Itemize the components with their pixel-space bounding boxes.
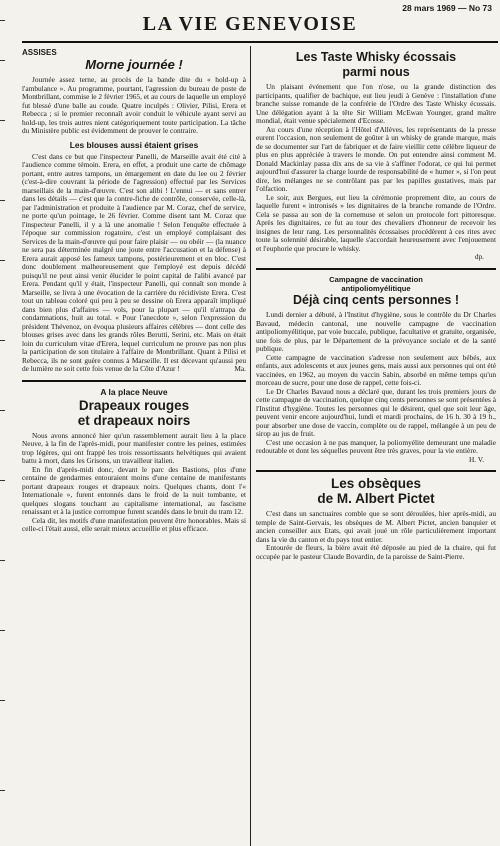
article-paragraph: C'est dans un sanctuaires comble que se sont déroulées, hier après-midi, au temple de Saint-Gervais, les obsèques de M. Albert Pictet, ancien banquier et ancien conseiller aux Etats, qui avait joué un rôle particulièrement important dans la vie du canton et du pays tout entier. <box>256 509 496 544</box>
article-paragraph: Le Dr Charles Bavaud nous a déclaré que, durant les trois premiers jours de cette campagne de vaccination, quelque cinq cents personnes se sont présentées à l'Institut d'hygiène. Toutes les personnes qui le désirent, quel que soit leur âge, peuvent venir encore aujourd'hui, lundi et mardi prochains, de 16 h. 30 à 19 h., pour absorber une dose de vaccin, complète ou de rappel, mélangée à un peu de sirop au jus de fruit. <box>256 386 496 438</box>
article-vaccination <box>256 268 496 465</box>
article-headline: Les obsèques de M. Albert Pictet <box>317 476 435 506</box>
article-whisky <box>256 46 496 262</box>
left-column <box>22 46 246 846</box>
article-kicker: ASSISES <box>22 48 57 57</box>
article-paragraph: Le soir, aux Bergues, eut lieu la cérémonie proprement dite, au cours de laquelle furent « intronisés » les dignitaires de la branche romande de l'Ordre. Cela se passa au son de la cornemuse et selon un protocole fort pittoresque. Après les dignitaires, ce fut au tour des chevaliers d'honneur de recevoir les insignes de leur rang. Les personnalités écossaises procédèrent à ces rites avec toute la solennité désirable, laquelle s'accordait heureusement avec l'enjouement et l'euphorie que procure le whisky. <box>256 192 496 253</box>
article-paragraph: Cette campagne de vaccination s'adresse non seulement aux bébés, aux enfants, aux adolescents et aux jeunes gens, mais aussi aux personnes qui ont été vaccinées, en 1962, au moyen du vaccin Sabin, absorbé en même temps qu'un morceau de sucre, pour une dose de rappel, cette fois-ci. <box>256 352 496 387</box>
article-signature: dp. <box>474 252 484 261</box>
article-kicker: A la place Neuve <box>100 386 168 397</box>
column-divider <box>250 46 251 846</box>
article-kicker: Campagne de vaccination antipoliomyélitique <box>329 274 423 293</box>
article-paragraph: Lundi dernier a débuté, à l'Institut d'hygiène, sous le contrôle du Dr Charles Bavaud, médecin cantonal, une nouvelle campagne de vaccination antipoliomyélitique, par voie buccale, publique, facultative et gratuite, organisée, une fois de plus, par le Département de la prévoyance sociale et de la santé publique. <box>256 310 496 353</box>
article-paragraph: Entourée de fleurs, la bière avait été déposée au pied de la chaire, qui fut occupée par le pasteur Claude Bovardin, de la paroisse de Saint-Pierre. <box>256 543 496 561</box>
article-paragraph: Au cours d'une réception à l'Hôtel d'Allèves, les représentants de la presse eurent l'occasion, non seulement de goûter à un whisky de grande marque, mais de se documenter sur l'art de fabriquer et de faire vieillir cette célèbre liqueur de plus en plus appréciée à travers le monde. On put entendre ainsi comment M. Donald Mackinlay passa dix ans de sa vie à s'affiner l'odorat, ce qui lui permet aujourd'hui d'assurer la charge lourde de responsabilité de « humer », si l'on peut dire, les mélanges ne se contrôlant pas par les papilles gustatives, mais par l'olfaction. <box>256 124 496 193</box>
article-headline: Morne journée ! <box>85 57 183 72</box>
article-paragraph: Nous avons annoncé hier qu'un rassemblement aurait lieu à la place Neuve, à la fin de l'après-midi, pour manifester contre les peines, estimées trop légères, qui ont frappé les trois ressortissants helvétiques qui avaient battu à mort, dans les Grisons, un travailleur italien. <box>22 430 246 465</box>
article-obseques <box>256 470 496 561</box>
article-headline: Drapeaux rouges et drapeaux noirs <box>77 397 191 428</box>
article-assises <box>22 48 246 374</box>
article-paragraph: Cela dit, les motifs d'une manifestation peuvent être honorables. Mais si celle-ci l'était aussi, elle serait mieux accueillie et plus efficace. <box>22 515 246 533</box>
article-headline: Les Taste Whisky écossais parmi nous <box>295 50 457 79</box>
article-paragraph: C'est une occasion à ne pas manquer, la poliomyélite demeurant une maladie redoutable et dont les séquelles peuvent être très graves, pour la vie entière. <box>256 437 496 455</box>
article-signature: H. V. <box>468 454 484 464</box>
article-paragraph: C'est dans ce but que l'inspecteur Panelli, de Marseille avait été cité à l'audience comme témoin. Erera, en effet, a produit une carte de chômage portant, entre autres tampons, un émargement en date du lee ou 2 février (c'est-à-dire couvrant la période de l'agression) effectué par les Services marseillais de la main-d'œuvre. C'est son alibi ! L'ennui — et sans entrer dans les détails — c'est que la contre-fiche de contrôle, conservée, celle-là, par l'administration et produite à l'audience par M. Coraz, chef de service, ne porte qu'un pointage, le 26 février. Comme disent tant M. Coraz que l'inspecteur Panelli, il y a là une anomalie ! Selon l'enquête effectuée à l'époque sur commission rogatoire, c'est un employé complaisant des Services de la main-d'œuvre qui pour faire plaisir — ou obéir — (la nuance ne sera pas déterminée malgré une joute entre l'accusation et la défense) à Erera aurait apposé les fameux tampons, postérieurement et en bloc. C'est donc doublement malheureusement que l'employé est depuis décédé puisqu'il ne peut ainsi venir élucider le point capital de l'alibi avancé par Erera. Pendant qu'il y était, l'inspecteur Panelli, qui connaît son monde à Marseille, se livra à une évocation de la carrière du récidiviste Erera. C'est tout un tableau coloré qui peu à peu se dessine où Erera apparaît impliqué dans bien plus d'affaires — vols, pour la plupart — qu'il n'attrapa de condamnations, huit au total. « Pour l'anecdote », selon l'expression du président Thévenoz, on évoqua plusieurs affaires célèbres — dont celle des blouses grises avec dans les grands rôles Berutti, Serini, etc. Mais on était loin du curriculum vitae d'Erera, lequel curriculum ne prouve pas non plus la participation de son titulaire à l'affaire de Montbrillant. Quant à Pilisi et Rebecca, ils ne sont guère connus à Marseille. Il est décevant qu'aussi peu de lumière ne soit cette fois venue de la Côte d'Azur ! Ma. <box>22 151 246 373</box>
right-column <box>256 46 496 846</box>
article-signature: Ma. <box>234 364 246 373</box>
dateline: 28 mars 1969 — No 73 <box>402 3 492 13</box>
article-subhead: Les blouses aussi étaient grises <box>69 139 199 150</box>
article-drapeaux <box>22 380 246 534</box>
header-rule <box>22 41 498 43</box>
article-headline: Déjà cinq cents personnes ! <box>292 292 460 307</box>
section-title: LA VIE GENEVOISE <box>142 13 358 35</box>
article-paragraph: En fin d'après-midi donc, devant le parc des Bastions, plus d'une centaine de gendarmes entouraient moins d'une centaine de manifestants portant drapeaux rouges et drapeaux noirs. Quelques chants, dont l'« Internationale », furent entonnés dans le froid de la nuit tombante, et quelques slogans touchant au capitalisme international, au fascisme renaissant et à la justice corrompue furent scandés dans le bruit du tram 12. <box>22 464 246 516</box>
article-paragraph: Journée assez terne, au procès de la bande dite du « hold-up à l'ambulance ». Au programme, pourtant, l'agression du bureau de poste de Montbrillant, commise le 2 février 1965, et au cours de laquelle un employé fut blessé d'une balle au coude. Quatre inculpés : Olivier, Pilisi, Erera et Rebecca ; si le premier reconnaît avoir conduit le véhicule ayant servi au hold-up, les trois autres nient catégoriquement toute participation. La tâche du Ministère public est évidemment de prouver le contraire. <box>22 75 246 135</box>
page-edge-marks <box>0 0 6 846</box>
article-paragraph: Un plaisant événement que l'on n'ose, ou la grande distinction des participants, qualifier de bachique, eut lieu jeudi à Genève : l'installation d'une branche suisse romande de la confrérie de l'Ordre des Taste Whisky écossais. Une délégation ayant à la tête Sir William McEwan Younger, grand maître mondial, était venue spécialement d'Ecosse. <box>256 82 496 125</box>
